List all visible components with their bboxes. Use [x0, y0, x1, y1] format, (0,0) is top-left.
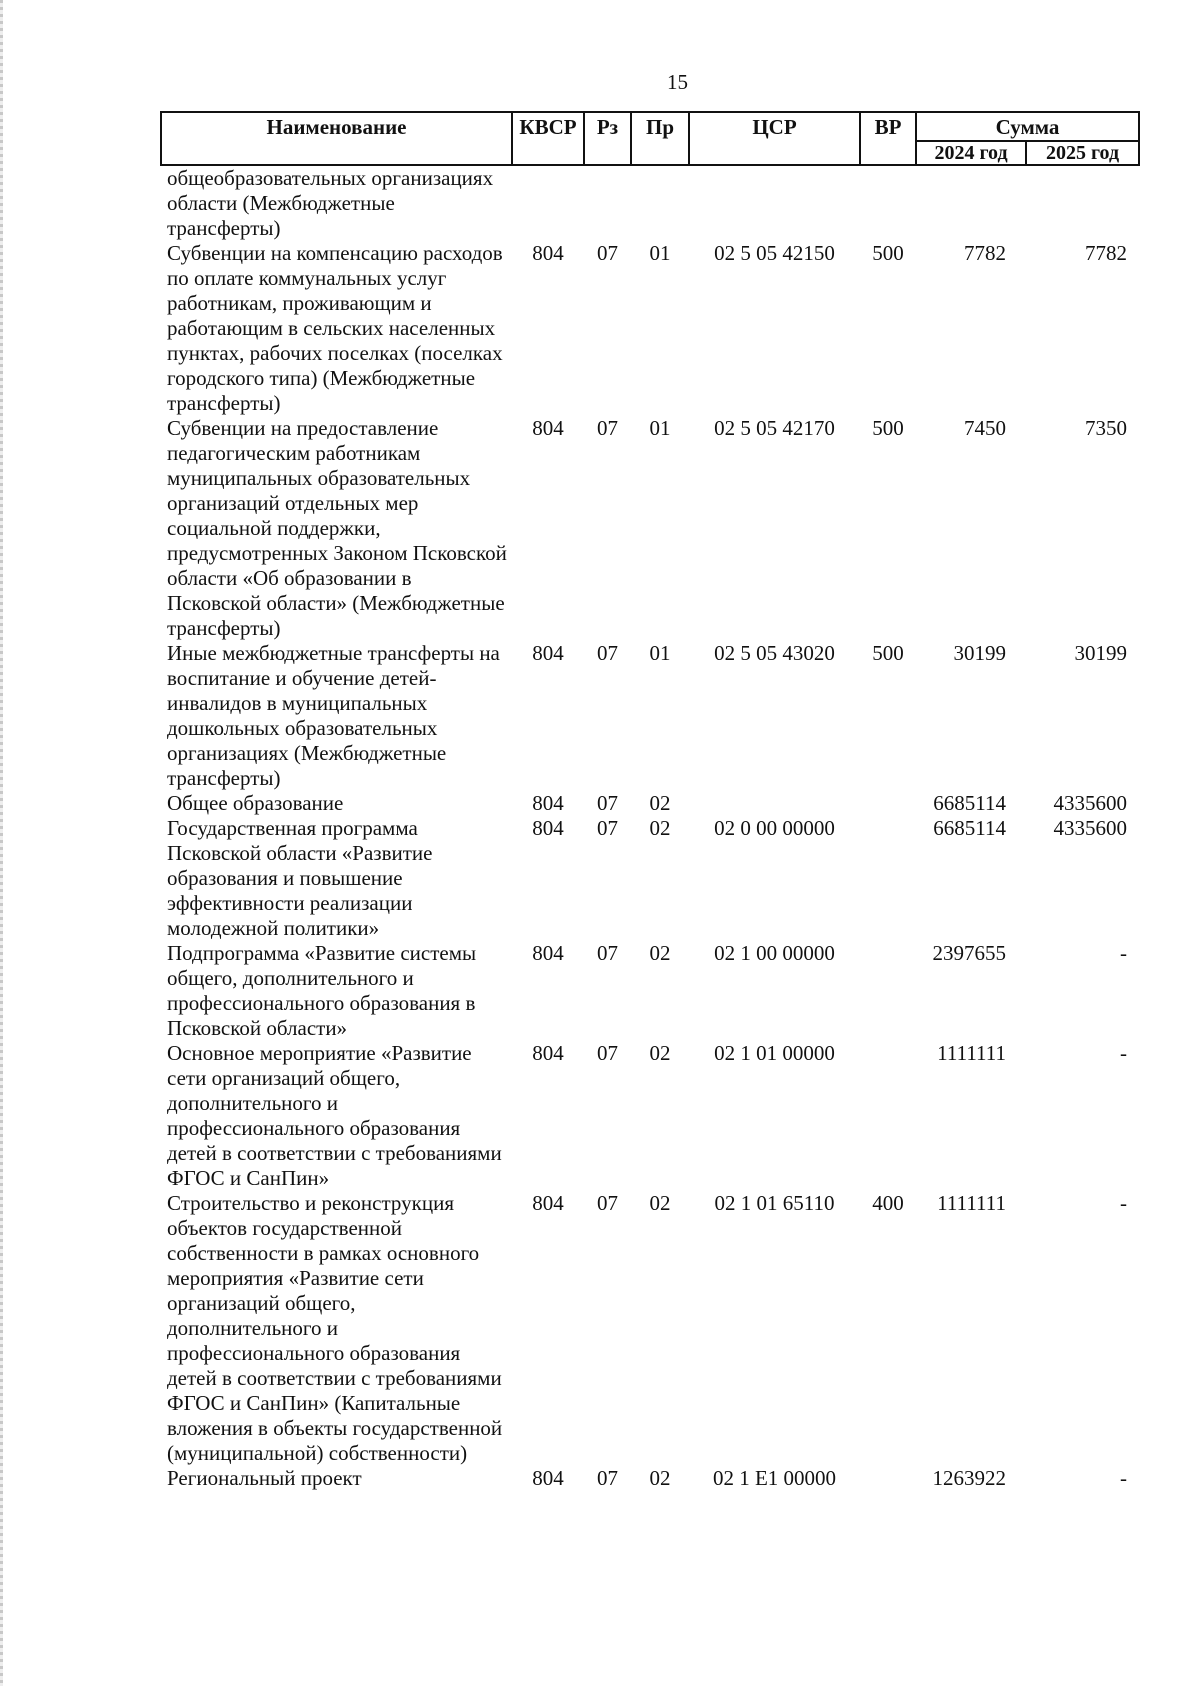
- header-rz: Рз: [584, 112, 631, 165]
- row-vr: 500: [872, 241, 904, 265]
- row-sum-2025: 7782: [1085, 241, 1127, 265]
- row-rz: 07: [597, 1191, 618, 1215]
- row-vr: [860, 941, 916, 1041]
- budget-table: [160, 111, 1140, 1491]
- row-rz: 07: [597, 641, 618, 665]
- row-vr: [860, 1466, 916, 1491]
- table-row: [161, 241, 1139, 416]
- row-name: Региональный проект: [167, 1466, 362, 1490]
- row-rz: [584, 165, 631, 241]
- row-name: Субвенции на компенсацию расходов по оплате коммунальных услуг работникам, проживающим и работающим в сельских населенных пунктах, рабочих поселках (поселках городского типа) (Межбюджетные трансферты): [167, 241, 503, 415]
- table-row: [161, 416, 1139, 641]
- row-name: Строительство и реконструкция объектов государственной собственности в рамках основного мероприятия «Развитие сети организаций общего, дополнительного и профессионального образования детей в соответствии с требованиями ФГОС и СанПин» (Капитальные вложения в объекты государственной (муниципальной) собственности): [167, 1191, 503, 1465]
- row-sum-2024: 7782: [964, 241, 1006, 265]
- row-sum-2024: 1263922: [932, 1466, 1006, 1490]
- row-rz: 07: [597, 1466, 618, 1490]
- row-name: Субвенции на предоставление педагогическим работникам муниципальных образовательных организаций отдельных мер социальной поддержки, предусмотренных Законом Псковской области «Об образовании в Псковской области» (Межбюджетные трансферты): [167, 416, 507, 640]
- row-kvsr: [512, 165, 584, 241]
- row-sum-2024: 1111111: [937, 1191, 1006, 1215]
- row-sum-2025: 7350: [1085, 416, 1127, 440]
- header-pr: Пр: [631, 112, 689, 165]
- table-row: [161, 1191, 1139, 1466]
- row-pr: 02: [649, 816, 671, 840]
- row-kvsr: 804: [532, 641, 564, 665]
- row-kvsr: 804: [532, 241, 564, 265]
- row-csr: 02 1 00 00000: [714, 941, 835, 965]
- row-csr: 02 5 05 43020: [714, 641, 835, 665]
- page-number: 15: [667, 70, 688, 94]
- row-name: Государственная программа Псковской области «Развитие образования и повышение эффективности реализации молодежной политики»: [167, 816, 433, 940]
- row-pr: 02: [649, 1466, 671, 1490]
- row-name: общеобразовательных организациях области (Межбюджетные трансферты): [167, 166, 494, 240]
- row-rz: 07: [597, 791, 618, 815]
- row-vr: [860, 1041, 916, 1191]
- row-sum-2024: 6685114: [933, 791, 1006, 815]
- row-sum-2025: -: [1120, 941, 1127, 965]
- table-row: [161, 1466, 1139, 1491]
- row-kvsr: 804: [532, 941, 564, 965]
- row-csr: 02 5 05 42150: [714, 241, 835, 265]
- table-row: [161, 941, 1139, 1041]
- header-year-2024: 2024 год: [916, 141, 1026, 165]
- row-csr: 02 1 E1 00000: [712, 1466, 837, 1490]
- row-sum-2025: -: [1120, 1191, 1127, 1215]
- row-vr: 400: [872, 1191, 904, 1215]
- row-pr: 02: [649, 791, 671, 815]
- row-pr: [631, 165, 689, 241]
- row-sum-2024: [916, 165, 1026, 241]
- header-kvsr: КВСР: [512, 112, 584, 165]
- row-pr: 01: [649, 241, 671, 265]
- row-pr: 01: [649, 416, 671, 440]
- table-header: [161, 112, 1139, 165]
- row-rz: 07: [597, 1041, 618, 1065]
- row-sum-2025: 4335600: [1053, 816, 1127, 840]
- row-sum-2025: 30199: [1074, 641, 1127, 665]
- table-row: [161, 641, 1139, 791]
- row-csr: 02 0 00 00000: [714, 816, 835, 840]
- row-pr: 02: [649, 1041, 671, 1065]
- row-sum-2025: -: [1120, 1466, 1127, 1490]
- row-kvsr: 804: [532, 1466, 564, 1490]
- row-csr: 02 1 01 00000: [714, 1041, 835, 1065]
- row-sum-2024: 7450: [964, 416, 1006, 440]
- table-row: [161, 816, 1139, 941]
- header-year-2025: 2025 год: [1026, 141, 1139, 165]
- row-rz: 07: [597, 816, 618, 840]
- row-pr: 02: [649, 1191, 671, 1215]
- row-name: Иные межбюджетные трансферты на воспитание и обучение детей-инвалидов в муниципальных дошкольных образовательных организациях (Межбюджетные трансферты): [167, 641, 500, 790]
- row-name: Общее образование: [167, 791, 344, 815]
- row-sum-2025: 4335600: [1053, 791, 1127, 815]
- row-csr: 02 1 01 65110: [714, 1191, 835, 1215]
- row-pr: 01: [649, 641, 671, 665]
- row-vr: [860, 816, 916, 941]
- scan-edge: [0, 0, 3, 1686]
- row-name: Подпрограмма «Развитие системы общего, дополнительного и профессионального образования в Псковской области»: [167, 941, 477, 1040]
- table-body: [161, 165, 1139, 1491]
- row-sum-2024: 2397655: [932, 941, 1006, 965]
- header-sum: Сумма: [916, 112, 1139, 141]
- row-sum-2025: [1026, 165, 1139, 241]
- row-sum-2024: 6685114: [933, 816, 1006, 840]
- row-kvsr: 804: [532, 416, 564, 440]
- row-vr: 500: [872, 641, 904, 665]
- table-row: [161, 791, 1139, 816]
- row-rz: 07: [597, 241, 618, 265]
- row-csr: [689, 165, 860, 241]
- header-vr: ВР: [860, 112, 916, 165]
- table-row: [161, 165, 1139, 241]
- row-kvsr: 804: [532, 816, 564, 840]
- row-vr: [860, 165, 916, 241]
- row-sum-2024: 30199: [953, 641, 1006, 665]
- row-pr: 02: [649, 941, 671, 965]
- row-kvsr: 804: [532, 1041, 564, 1065]
- row-csr: [689, 791, 860, 816]
- row-vr: 500: [872, 416, 904, 440]
- budget-sheet: [160, 111, 1138, 1491]
- header-name: Наименование: [161, 112, 512, 165]
- row-sum-2025: -: [1120, 1041, 1127, 1065]
- row-vr: [860, 791, 916, 816]
- row-name: Основное мероприятие «Развитие сети организаций общего, дополнительного и профессионального образования детей в соответствии с требованиями ФГОС и СанПин»: [167, 1041, 502, 1190]
- header-csr: ЦСР: [689, 112, 860, 165]
- row-sum-2024: 1111111: [937, 1041, 1006, 1065]
- row-csr: 02 5 05 42170: [714, 416, 835, 440]
- row-rz: 07: [597, 941, 618, 965]
- table-row: [161, 1041, 1139, 1191]
- row-kvsr: 804: [532, 1191, 564, 1215]
- row-kvsr: 804: [532, 791, 564, 815]
- row-rz: 07: [597, 416, 618, 440]
